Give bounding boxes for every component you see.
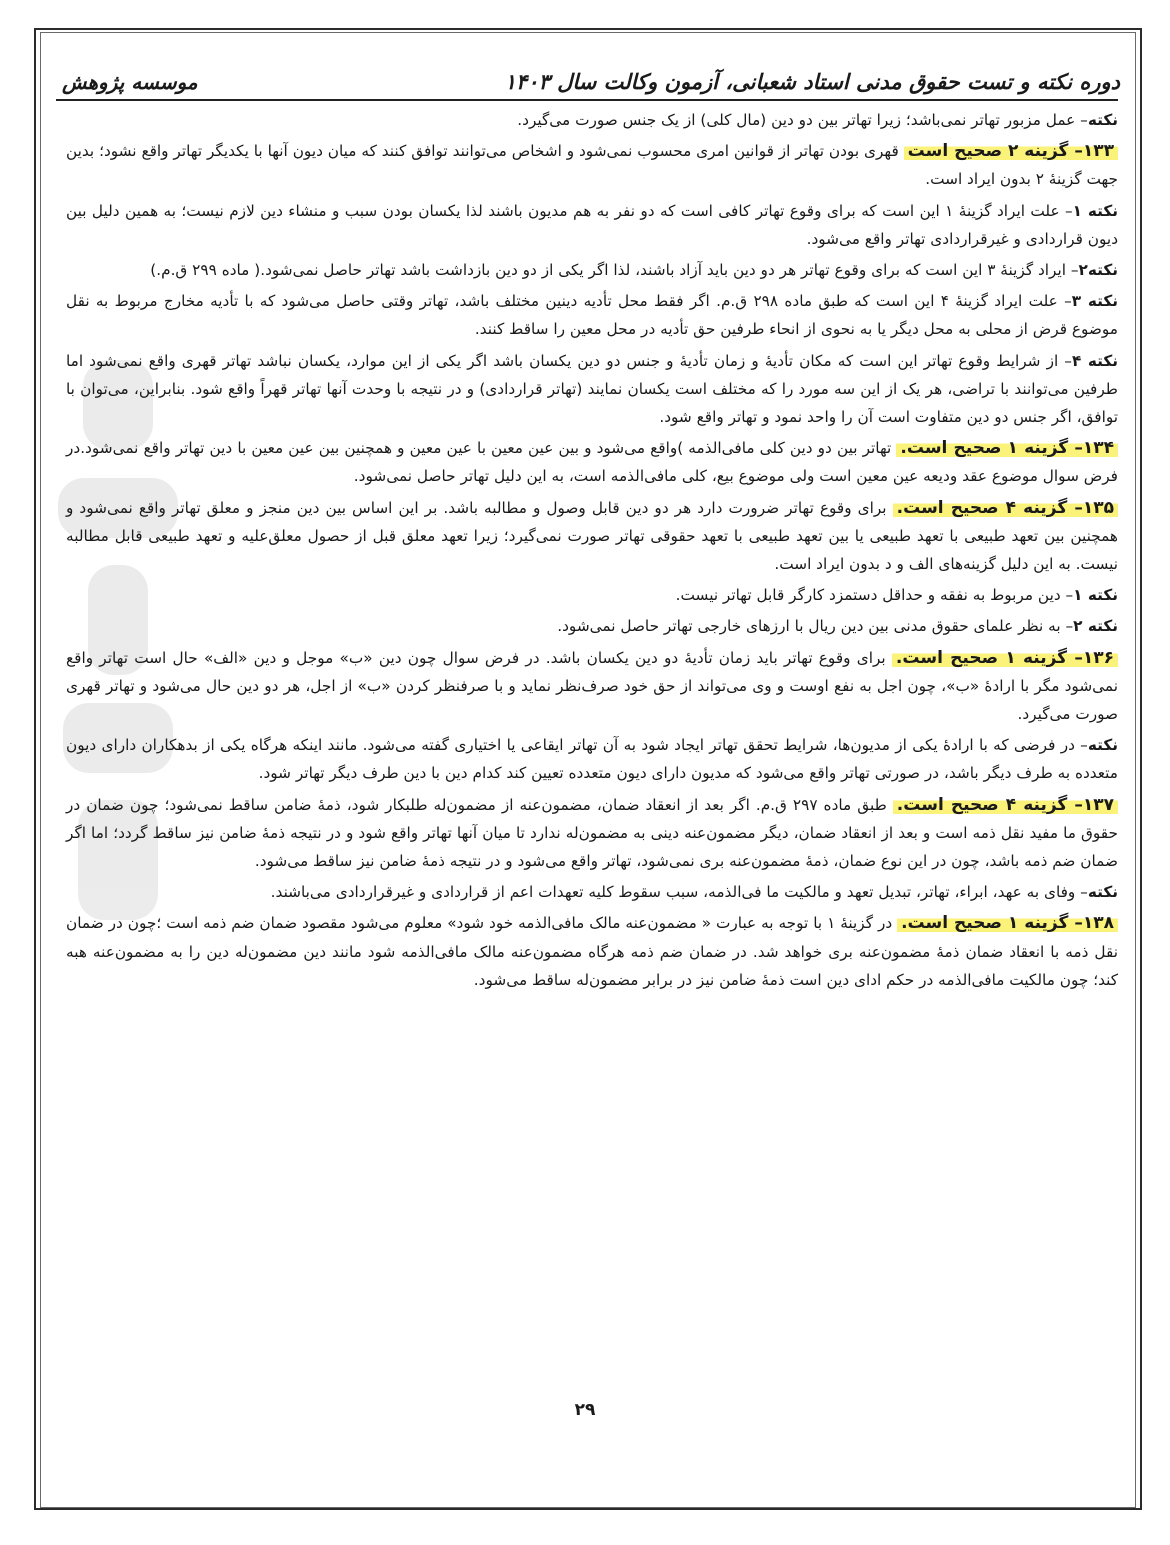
- answer-paragraph: [66, 434, 1118, 490]
- note-label: نکته ۳: [1071, 292, 1118, 311]
- paragraph-text: قهری بودن تهاتر از قوانین امری محسوب نمی‌شود و اشخاص می‌توانند توافق کنند که میان دیون آنها با یکدیگر تهاتر واقع نشود؛ بدین جهت گزینهٔ ۲ بدون ایراد است.: [66, 142, 1118, 189]
- note-paragraph: [66, 612, 1118, 640]
- page-header: [62, 52, 1120, 94]
- paragraph-text: – علت ایراد گزینهٔ ۴ این است که طبق ماده ۲۹۸ ق.م. اگر فقط محل تأدیه دینین مختلف باشد، تهاتر وقتی حاصل می‌شود که با تأدیه مخارج مربوط به نقل موضوع قرض از محلی به محل دیگر یا به نحوی از انحاء طرفین حق تأدیه در محل معین را ساقط کنند.: [66, 292, 1118, 339]
- paragraph-text: – از شرایط وقوع تهاتر این است که مکان تأدیهٔ و زمان تأدیهٔ و جنس دو دین یکسان باشد اگر یکی از این موارد، یکسان نباشد تهاتر قهری واقع نمی‌شود اما طرفین می‌توانند با تراضی، هر یک از این سه مورد را که مختلف است یکسان نمایند (تهاتر قراردادی) و در نتیجه با وحدت آنها تهاتر قهراً واقع شود. بنابراین، می‌توان با توافق، اگر جنس دو دین متفاوت است آن را واحد نمود و تهاتر واقع شود.: [66, 351, 1118, 427]
- note-paragraph: [66, 731, 1118, 787]
- note-paragraph: [66, 197, 1118, 253]
- note-paragraph: [66, 287, 1118, 343]
- answer-highlight: ۱۳۸– گزینه ۱ صحیح است.: [897, 913, 1118, 933]
- note-label: نکته ۱: [1073, 586, 1118, 605]
- answer-paragraph: [66, 644, 1118, 729]
- answer-paragraph: [66, 494, 1118, 579]
- answer-paragraph: [66, 909, 1118, 994]
- paragraph-text: – ایراد گزینهٔ ۳ این است که برای وقوع تهاتر هر دو دین باید آزاد باشند، لذا اگر یکی از دو دین بازداشت باشد تهاتر حاصل نمی‌شود.( ماده ۲۹۹ ق.م.): [150, 261, 1079, 280]
- answer-paragraph: [66, 791, 1118, 876]
- header-title: دوره نکته و تست حقوق مدنی استاد شعبانی، آزمون وکالت سال ۱۴۰۳: [504, 69, 1120, 94]
- paragraph-text: تهاتر بین دو دین کلی مافی‌الذمه )واقع می‌شود و بین عین معین با عین معین و همچنین بین عین معین با دین تهاتر واقع نمی‌شود.در فرض سوال موضوع عقد ودیعه عین معین است ولی موضوع بیع، کلی مافی‌الذمه است، به این دلیل تهاتر حاصل نمی‌شود.: [66, 439, 1118, 486]
- note-paragraph: [66, 347, 1118, 432]
- note-paragraph: [66, 878, 1118, 906]
- page-body: [66, 106, 1118, 1486]
- answer-highlight: ۱۳۳– گزینه ۲ صحیح است: [904, 141, 1118, 161]
- paragraph-text: برای وقوع تهاتر باید زمان تأدیهٔ دو دین یکسان باشد. در فرض سوال چون دین «ب» موجل و دین «الف» حال است تهاتر واقع نمی‌شود مگر با ارادهٔ «ب»، چون اجل به نفع اوست و وی می‌تواند از حق خود صرف‌نظر نماید و با صرفنظر کردن «ب» از اجل، هر دو دین حال می‌شود و تهاتر قهری صورت می‌گیرد.: [66, 648, 1118, 724]
- paragraph-text: – به نظر علمای حقوق مدنی بین دین ریال با ارزهای خارجی تهاتر حاصل نمی‌شود.: [557, 617, 1074, 636]
- note-label: نکته: [1087, 111, 1118, 129]
- paragraph-text: – در فرضی که با ارادهٔ یکی از مدیون‌ها، شرایط تحقق تهاتر ایجاد شود به آن تهاتر ایقاعی یا اختیاری گفته می‌شود. مانند اینکه هرگاه یکی از بدهکاران دارای دیون متعدده به طرف دیگر باشد، در صورتی تهاتر واقع می‌شود که مدیون دارای دیون متعدده تعیین کند کدام دین با دین طرف دیگر تهاتر شود.: [66, 736, 1118, 783]
- paragraph-text: در گزینهٔ ۱ با توجه به عبارت « مضمون‌عنه مالک مافی‌الذمه خود شود» معلوم می‌شود مقصود ضمان ضم ذمه است ؛چون در ضمان نقل ذمه با انعقاد ضمان ذمهٔ مضمون‌عنه بری خواهد شد. در ضمان ضم ذمه هرگاه مضمون‌عنه مالک مافی‌الذمه شود مانند دین مضمون‌له دین را به مضمون‌عنه هبه کند؛ چون مالکیت مافی‌الذمه در حکم ادای دین است ذمهٔ ضامن نیز در برابر مضمون‌له ساقط می‌شود.: [66, 914, 1118, 989]
- note-label: نکته ۱: [1072, 201, 1118, 220]
- note-paragraph: [66, 256, 1118, 284]
- paragraph-text: – علت ایراد گزینهٔ ۱ این است که برای وقوع تهاتر کافی است که دو نفر به هم مدیون باشند لذا یکسان بودن سبب و منشاء دین لازم نیست؛ به همین دلیل بین دیون قراردادی و غیرقراردادی تهاتر واقع می‌شود.: [66, 201, 1118, 248]
- answer-highlight: ۱۳۶– گزینه ۱ صحیح است.: [892, 648, 1118, 668]
- note-label: نکته ۴: [1071, 351, 1118, 370]
- paragraph-text: – عمل مزبور تهاتر نمی‌باشد؛ زیرا تهاتر بین دو دین (مال کلی) از یک جنس صورت می‌گیرد.: [517, 111, 1088, 129]
- answer-paragraph: [66, 137, 1118, 193]
- header-divider: [56, 99, 1118, 101]
- paragraph-text: – وفای به عهد، ابراء، تهاتر، تبدیل تعهد و مالکیت ما فی‌الذمه، سبب سقوط کلیه تعهدات اعم از قراردادی و غیرقراردادی می‌باشند.: [270, 883, 1088, 902]
- page-number: ۲۹: [574, 1400, 596, 1420]
- answer-highlight: ۱۳۵– گزینه ۴ صحیح است.: [893, 498, 1118, 518]
- paragraph-text: – دین مربوط به نفقه و حداقل دستمزد کارگر قابل تهاتر نیست.: [675, 586, 1074, 605]
- answer-highlight: ۱۳۷– گزینه ۴ صحیح است.: [893, 795, 1118, 815]
- note-paragraph: [66, 581, 1118, 609]
- paragraph-text: طبق ماده ۲۹۷ ق.م. اگر بعد از انعقاد ضمان، مضمون‌عنه از مضمون‌له طلبکار شود، ذمهٔ ضامن ساقط نمی‌شود؛ چون ضمان در حقوق ما مفید نقل ذمه است و بعد از انعقاد ضمان، دیگر مضمون‌عنه دینی به مضمون‌له ندارد تا میان آنها تهاتر واقع شود و در نتیجه ذمهٔ ضامن نیز ساقط گردد؛ اما اگر ضمان ضم ذمه باشد، چون در این نوع ضمان، ذمهٔ مضمون‌عنه بری نمی‌شود، تهاتر واقع می‌شود و در نتیجه ذمهٔ ضامن نیز ساقط می‌شود.: [66, 795, 1118, 871]
- header-brand: موسسه پژوهش: [62, 70, 198, 94]
- note-label: نکته: [1087, 736, 1118, 755]
- paragraph-text: برای وقوع تهاتر ضرورت دارد هر دو دین قابل وصول و مطالبه باشد. بر این اساس بین دین منجز و معلق تهاتر واقع نمی‌شود و همچنین بین تعهد طبیعی با تعهد طبیعی یا بین تعهد طبیعی با تعهد حقوقی تهاتر صورت نمی‌گیرد؛ زیرا تعهد معلق قبل از حصول معلق‌علیه و تعهد طبیعی قابل مطالبه نیست. به این دلیل گزینه‌های الف و د بدون ایراد است.: [66, 498, 1118, 574]
- note-label: نکته: [1087, 883, 1118, 902]
- note-paragraph: [66, 106, 1118, 134]
- note-label: نکته۲: [1078, 261, 1118, 280]
- answer-highlight: ۱۳۴– گزینه ۱ صحیح است.: [896, 438, 1118, 458]
- note-label: نکته ۲: [1073, 617, 1118, 636]
